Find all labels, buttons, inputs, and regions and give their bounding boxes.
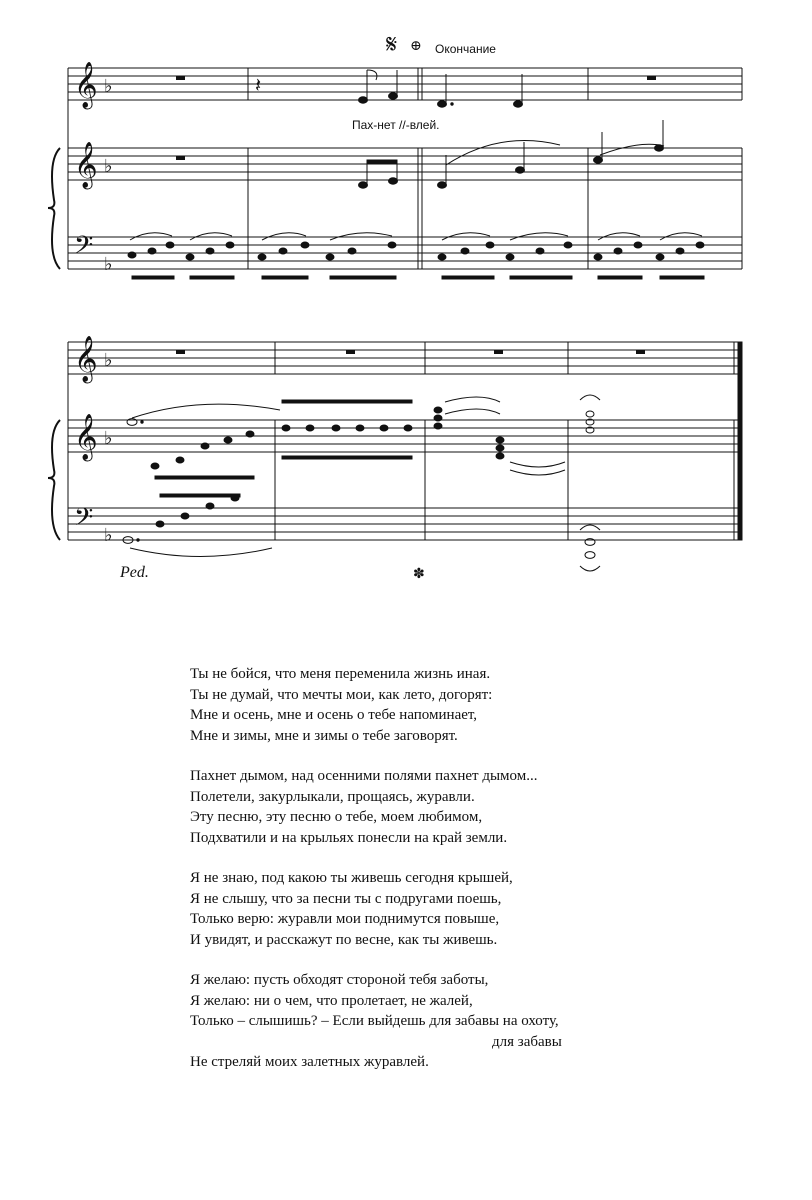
stanza-2 [190, 766, 710, 848]
poem-line: Ты не думай, что мечты мои, как лето, догорят: [190, 686, 493, 703]
poem-line: Ты не бойся, что меня переменила жизнь иная. [190, 666, 491, 682]
poem-line: Подхватили и на крыльях понесли на край земли. [190, 829, 508, 846]
svg-text:♭: ♭ [104, 76, 113, 96]
poem-line: Я желаю: ни о чем, что пролетает, не жалей, [190, 992, 473, 1009]
coda-symbol: ⊕ [410, 39, 422, 54]
svg-text:𝄞: 𝄞 [74, 62, 98, 107]
poem-line: Я не знаю, под какою ты живешь сегодня крышей, [190, 870, 513, 886]
staff-voice-2 [68, 342, 742, 374]
staff-piano-treble-1 [68, 148, 742, 180]
poem-line: Мне и зимы, мне и зимы о тебе заговорят. [190, 727, 458, 744]
lyric-line: Пах-нет //-влей. [352, 118, 440, 132]
stanza-4 [190, 970, 710, 1073]
svg-text:𝄢: 𝄢 [74, 232, 94, 265]
segno-symbol: 𝄋 [386, 30, 398, 59]
svg-text:𝄞: 𝄞 [74, 414, 98, 459]
ending-label: Окончание [435, 42, 496, 56]
poem-line: Я желаю: пусть обходят стороной тебя заботы, [190, 972, 489, 988]
svg-text:♭: ♭ [104, 525, 113, 545]
poem-final-line: Не стреляй моих залетных журавлей. [190, 1054, 429, 1070]
poem-line: Полетели, закурлыкали, прощаясь, журавли. [190, 788, 475, 805]
pedal-release-mark: ✽ [413, 567, 425, 582]
poem-text [190, 664, 710, 1093]
staff-piano-bass-2 [68, 508, 742, 540]
svg-text:♭: ♭ [104, 156, 113, 176]
poem-line: Я не слышу, что за песни ты с подругами поешь, [190, 890, 502, 907]
poem-line: Эту песню, эту песню о тебе, моем любимом, [190, 809, 483, 825]
poem-line: Только верю: журавли мои поднимутся повыше, [190, 911, 500, 927]
poem-line: И увидят, и расскажут по весне, как ты живешь. [190, 931, 498, 948]
svg-text:♭: ♭ [104, 350, 113, 370]
svg-text:♭: ♭ [104, 428, 113, 448]
svg-text:𝄞: 𝄞 [74, 336, 98, 381]
svg-text:𝄢: 𝄢 [74, 504, 94, 537]
staff-voice-1 [68, 68, 742, 100]
svg-text:𝄽: 𝄽 [255, 75, 262, 97]
svg-text:𝄞: 𝄞 [74, 142, 98, 187]
staff-piano-treble-2 [68, 420, 742, 452]
poem-line: Мне и осень, мне и осень о тебе напоминает, [190, 707, 478, 723]
svg-text:♭: ♭ [104, 254, 113, 274]
poem-indented-line: для забавы [492, 1033, 562, 1050]
poem-line: Только – слышишь? – Если выйдешь для забавы на охоту, [190, 1013, 559, 1029]
pedal-mark: Ped. [120, 564, 149, 581]
stanza-1 [190, 664, 710, 746]
poem-line: Пахнет дымом, над осенними полями пахнет дымом... [190, 768, 538, 784]
stanza-3 [190, 868, 710, 950]
